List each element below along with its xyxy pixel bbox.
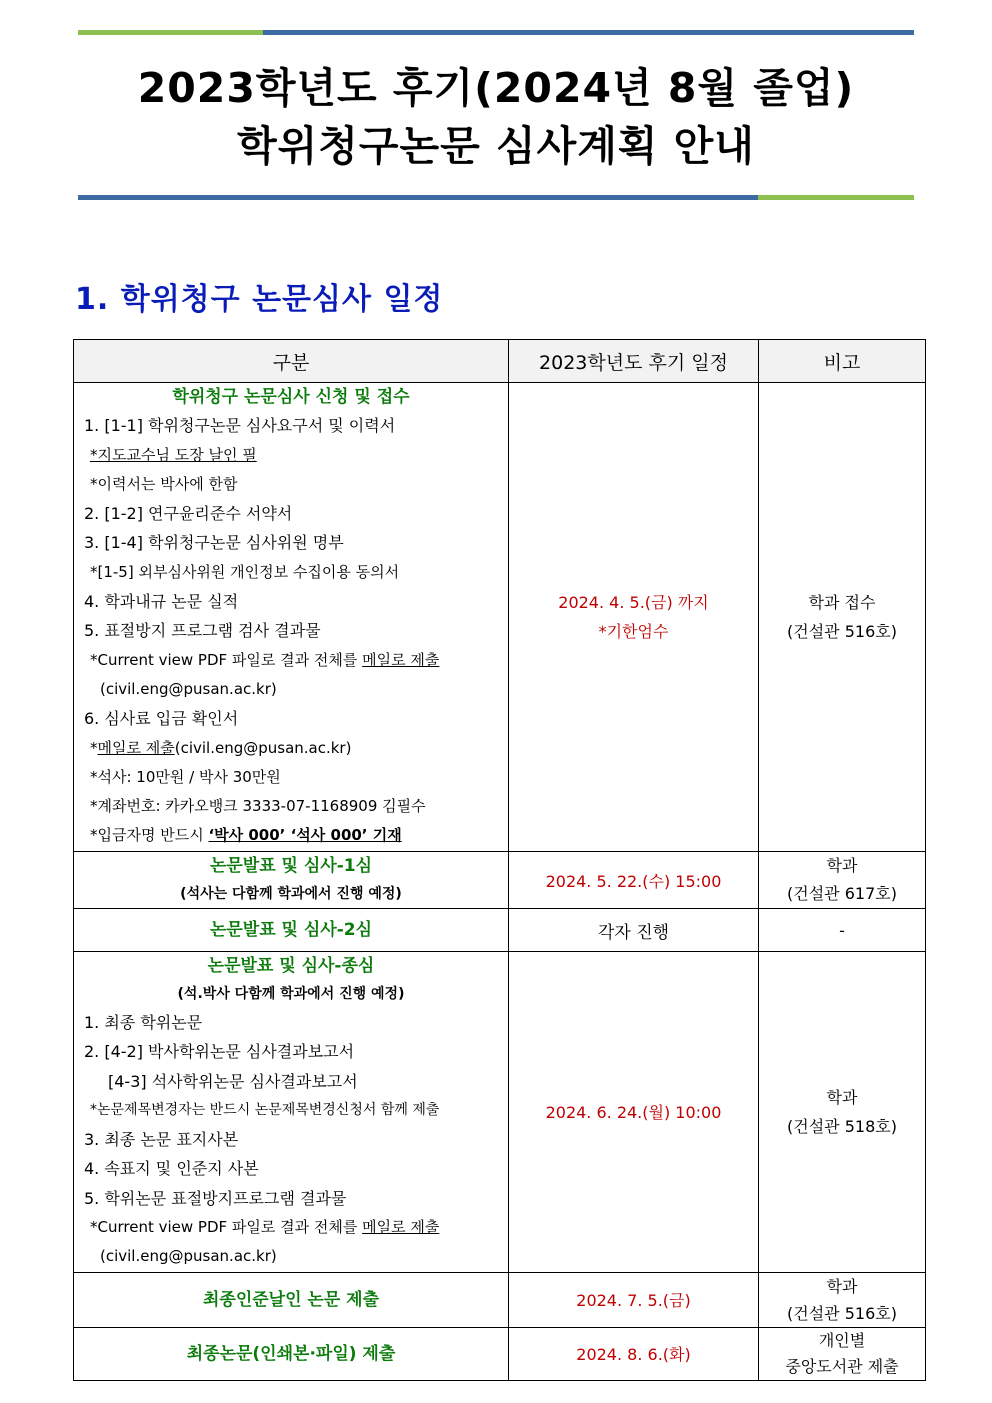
list-item: 4. 학과내규 논문 실적: [84, 592, 239, 612]
note-text: 학과 접수: [808, 593, 876, 612]
row-subheading: (석사는 다함께 학과에서 진행 예정): [180, 886, 402, 902]
list-item: *Current view PDF 파일로 결과 전체를 메일로 제출: [90, 1218, 440, 1237]
list-item: 5. 표절방지 프로그램 검사 결과물: [84, 621, 321, 641]
section-title: 1. 학위청구 논문심사 일정: [75, 282, 444, 317]
schedule-date: 2024. 7. 5.(금): [509, 1272, 759, 1327]
note-location: (건설관 518호): [787, 1116, 897, 1136]
table-header-row: [74, 340, 926, 383]
table-row: [74, 909, 926, 952]
list-item: 5. 학위논문 표절방지프로그램 결과물: [84, 1188, 347, 1208]
list-item: *계좌번호: 카카오뱅크 3333-07-1168909 김필수: [90, 797, 426, 816]
list-item: 1. [1-1] 학위청구논문 심사요구서 및 이력서: [84, 416, 396, 436]
email-text: (civil.eng@pusan.ac.kr): [100, 1247, 277, 1266]
schedule-text: 각자 진행: [509, 909, 759, 952]
header-category: 구분: [74, 340, 509, 383]
list-item: *Current view PDF 파일로 결과 전체를 메일로 제출: [90, 650, 440, 669]
row-heading: 논문발표 및 심사-2심: [209, 920, 373, 940]
header-note: 비고: [759, 340, 926, 383]
top-divider: [78, 30, 914, 35]
schedule-table: [73, 339, 926, 1381]
list-item: 4. 속표지 및 인준지 사본: [84, 1159, 259, 1179]
header-schedule: 2023학년도 후기 일정: [509, 340, 759, 383]
row-heading: 최종논문(인쇄본·파일) 제출: [186, 1343, 396, 1364]
list-item: *석사: 10만원 / 박사 30만원: [90, 767, 281, 786]
schedule-date: 2024. 5. 22.(수) 15:00: [509, 852, 759, 909]
page-title-line2: 학위청구논문 심사계획 안내: [237, 122, 755, 170]
list-item: [4-3] 석사학위논문 심사결과보고서: [108, 1071, 358, 1091]
row-heading: 논문발표 및 심사-종심: [207, 956, 375, 976]
list-item: 2. [1-2] 연구윤리준수 서약서: [84, 504, 293, 524]
row-subheading: (석.박사 다함께 학과에서 진행 예정): [177, 986, 405, 1002]
bottom-divider: [78, 195, 914, 200]
list-item: 2. [4-2] 박사학위논문 심사결과보고서: [84, 1042, 355, 1062]
schedule-date: 2024. 8. 6.(화): [509, 1327, 759, 1380]
note-text: -: [759, 909, 926, 952]
list-item: *논문제목변경자는 반드시 논문제목변경신청서 함께 제출: [90, 1101, 440, 1118]
row-heading: 논문발표 및 심사-1심: [209, 856, 373, 876]
table-row: [74, 1327, 926, 1380]
note-text: 학과: [826, 856, 858, 875]
list-item: *[1-5] 외부심사위원 개인정보 수집이용 동의서: [90, 562, 400, 581]
list-item: *입금자명 반드시 ‘박사 000’ ‘석사 000’ 기재: [90, 826, 402, 845]
note-location: (건설관 617호): [787, 884, 897, 903]
list-item: 6. 심사료 입금 확인서: [84, 709, 239, 729]
note-text: 학과: [826, 1087, 858, 1107]
table-row: [74, 852, 926, 909]
note-location: (건설관 516호): [787, 1303, 897, 1323]
note-location: 중앙도서관 제출: [785, 1356, 899, 1376]
deadline-date: 2024. 4. 5.(금) 까지: [558, 593, 709, 612]
table-row: [74, 952, 926, 1273]
note-text: 개인별: [818, 1330, 866, 1350]
table-row: [74, 383, 926, 852]
email-text: (civil.eng@pusan.ac.kr): [100, 679, 277, 698]
list-item: 3. [1-4] 학위청구논문 심사위원 명부: [84, 533, 344, 553]
list-item: 3. 최종 논문 표지사본: [84, 1130, 239, 1150]
note-text: 학과: [826, 1276, 858, 1296]
note-location: (건설관 516호): [787, 622, 897, 641]
list-item: *메일로 제출(civil.eng@pusan.ac.kr): [90, 738, 352, 757]
schedule-date: 2024. 6. 24.(월) 10:00: [509, 952, 759, 1273]
row-heading: 최종인준날인 논문 제출: [202, 1289, 380, 1310]
deadline-note: *기한엄수: [598, 622, 669, 641]
list-item: *지도교수님 도장 날인 필: [90, 445, 257, 464]
page-title-line1: 2023학년도 후기(2024년 8월 졸업): [137, 64, 855, 112]
list-item: 1. 최종 학위논문: [84, 1013, 203, 1032]
list-item: *이력서는 박사에 한함: [90, 474, 238, 493]
table-row: [74, 1272, 926, 1327]
row-heading: 학위청구 논문심사 신청 및 접수: [172, 387, 410, 408]
